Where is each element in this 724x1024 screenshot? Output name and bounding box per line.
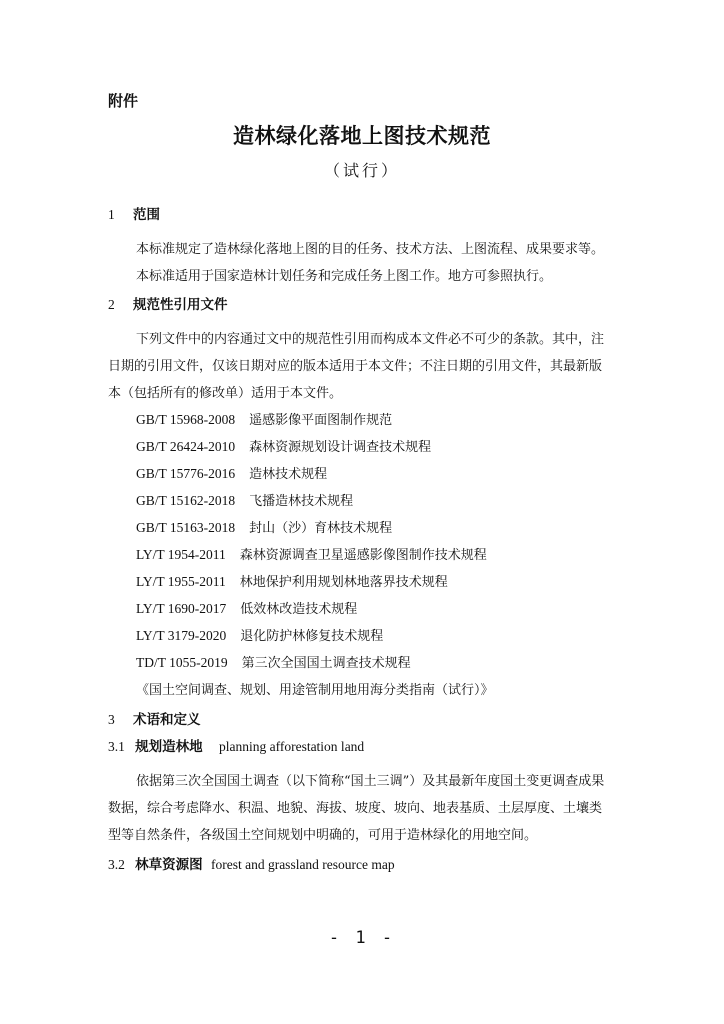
term-english: planning afforestation land: [218, 739, 365, 754]
reference-item: [136, 625, 383, 644]
subsection-number: 3.1: [108, 739, 125, 754]
reference-item: [136, 598, 357, 617]
reference-code: GB/T 26424-2010: [136, 439, 236, 454]
definition-line: 依据第三次全国国土调查（以下简称“国土三调”）及其最新年度国土变更调查成果: [136, 774, 605, 789]
page-number: - 1 -: [328, 928, 396, 948]
reference-item: [136, 436, 431, 455]
section-number: 1: [108, 207, 115, 222]
term-chinese: 规划造林地: [135, 739, 203, 755]
term-english: forest and grassland resource map: [210, 857, 395, 872]
reference-code: LY/T 1955-2011: [136, 574, 226, 589]
section-3-heading: [108, 708, 201, 728]
term-chinese: 林草资源图: [135, 857, 203, 873]
section-number: 2: [108, 297, 115, 312]
subsection-3-2-heading: [108, 853, 395, 873]
section-title: 范围: [133, 207, 161, 223]
reference-code: LY/T 1690-2017: [136, 601, 227, 616]
reference-title: 封山（沙）育林技术规程: [249, 521, 393, 536]
reference-code: GB/T 15163-2018: [136, 520, 236, 535]
reference-code: LY/T 3179-2020: [136, 628, 227, 643]
reference-code: GB/T 15968-2008: [136, 412, 236, 427]
attachment-label: 附件: [108, 92, 139, 110]
section-2-heading: [108, 293, 228, 313]
subsection-number: 3.2: [108, 857, 125, 872]
reference-title: 造林技术规程: [249, 467, 328, 482]
document-title: 造林绿化落地上图技术规范: [233, 124, 491, 148]
reference-title: 森林资源规划设计调查技术规程: [249, 440, 432, 455]
definition-line: 数据，综合考虑降水、积温、地貌、海拔、坡度、坡向、地表基质、土层厚度、土壤类: [108, 801, 603, 816]
section-title: 术语和定义: [133, 712, 201, 728]
section-number: 3: [108, 712, 115, 727]
subsection-3-1-heading: [108, 735, 364, 755]
reference-title: 退化防护林修复技术规程: [240, 629, 384, 644]
document-subtitle: （试行）: [323, 161, 400, 180]
reference-item: [136, 409, 392, 428]
reference-title: 第三次全国国土调查技术规程: [241, 656, 411, 671]
reference-item: [136, 652, 411, 671]
reference-code: GB/T 15776-2016: [136, 466, 236, 481]
reference-title: 低效林改造技术规程: [240, 602, 358, 617]
section-1-heading: [108, 203, 160, 223]
section-1-paragraph: 本标准适用于国家造林计划任务和完成任务上图工作。地方可参照执行。: [136, 269, 553, 284]
reference-item: [136, 544, 487, 563]
reference-code: GB/T 15162-2018: [136, 493, 236, 508]
reference-guide: 《国土空间调查、规划、用途管制用地用海分类指南（试行）》: [136, 683, 494, 698]
reference-item: [136, 517, 392, 536]
section-2-intro-line: 日期的引用文件，仅该日期对应的版本适用于本文件；不注日期的引用文件，其最新版: [108, 359, 603, 374]
reference-title: 遥感影像平面图制作规范: [249, 413, 393, 428]
reference-code: LY/T 1954-2011: [136, 547, 226, 562]
section-title: 规范性引用文件: [133, 297, 228, 313]
reference-item: [136, 463, 327, 482]
section-2-intro-line: 本（包括所有的修改单）适用于本文件。: [108, 386, 343, 401]
reference-title: 林地保护利用规划林地落界技术规程: [239, 575, 448, 590]
reference-item: [136, 571, 448, 590]
definition-line: 型等自然条件，各级国土空间规划中明确的，可用于造林绿化的用地空间。: [108, 828, 538, 843]
reference-title: 飞播造林技术规程: [249, 494, 354, 509]
reference-title: 森林资源调查卫星遥感影像图制作技术规程: [239, 548, 487, 563]
section-1-paragraph: 本标准规定了造林绿化落地上图的目的任务、技术方法、上图流程、成果要求等。: [136, 242, 605, 257]
reference-item: [136, 490, 353, 509]
section-2-intro-line: 下列文件中的内容通过文中的规范性引用而构成本文件必不可少的条款。其中，注: [136, 332, 605, 347]
reference-code: TD/T 1055-2019: [136, 655, 228, 670]
